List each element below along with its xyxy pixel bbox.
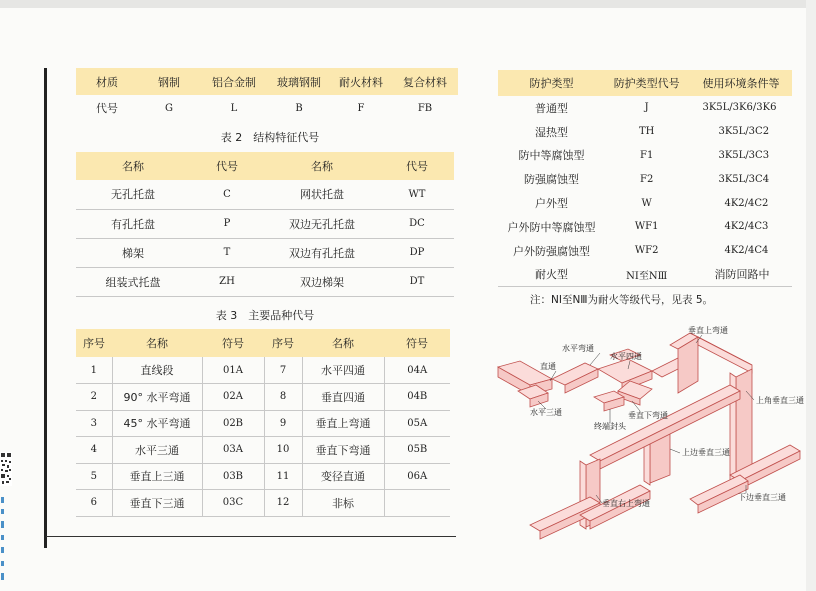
table2-cell: DT <box>409 276 425 287</box>
table2-cell: DC <box>380 209 454 238</box>
material-code-table <box>76 68 458 121</box>
table4-header: 防护类型代号 <box>605 70 689 96</box>
table3-cell: 7 <box>264 357 302 384</box>
table3-header: 名称 <box>302 329 384 357</box>
table3-cell: 垂直四通 <box>302 384 384 411</box>
table2-cell: DP <box>380 238 454 267</box>
table3-cell: 3 <box>76 410 112 437</box>
next-table-fragment <box>46 536 456 547</box>
table2-header: 名称 <box>76 152 190 180</box>
label-vertical-up-bend: 垂直上弯通 <box>688 326 728 335</box>
table3-cell: 1 <box>76 357 112 384</box>
table1-cell: 代号 <box>96 102 118 115</box>
table2-cell: C <box>190 180 264 209</box>
label-top-vertical-tee: 上边垂直三通 <box>682 448 730 457</box>
table3-cell: 04B <box>384 384 450 411</box>
table1-header: 耐火材料 <box>330 68 392 95</box>
table3-cell: 05A <box>384 410 450 437</box>
table1-header: 玻璃钢制 <box>268 68 330 95</box>
table2-cell: 无孔托盘 <box>76 180 190 209</box>
table4-note: 注：NⅠ至NⅢ为耐火等级代号，见表 5。 <box>530 294 714 306</box>
table3-cell: 非标 <box>302 490 384 517</box>
label-vertical-right-up-bend: 垂直右上弯通 <box>602 499 650 508</box>
table2-cell: 有孔托盘 <box>76 209 190 238</box>
page-binding-rule <box>44 68 47 548</box>
table3-cell: 04A <box>384 357 450 384</box>
cable-tray-assembly-diagram <box>490 325 806 545</box>
structure-code-table <box>76 152 454 297</box>
label-vertical-down-bend: 垂直下弯通 <box>628 411 668 420</box>
label-horizontal-tee: 水平三通 <box>530 408 562 417</box>
table2-cell: 网状托盘 <box>264 180 380 209</box>
table3-cell: 垂直下弯通 <box>302 437 384 464</box>
table4-cell: WF2 <box>634 245 659 257</box>
table2-cell: 双边梯架 <box>300 275 344 289</box>
table4-cell: 防中等腐蚀型 <box>518 149 585 163</box>
table4-cell: W <box>641 197 652 209</box>
table1-cell: B <box>295 102 303 114</box>
table2-header: 代号 <box>380 152 454 180</box>
table1-cell: G <box>165 102 173 114</box>
table4-cell: 户外防中等腐蚀型 <box>507 220 596 234</box>
table2-cell: 梯架 <box>76 238 190 267</box>
table1-header: 钢制 <box>138 68 200 95</box>
table3-cell: 90° 水平弯通 <box>112 384 202 411</box>
table3-cell: 03C <box>202 490 264 517</box>
label-straight: 直通 <box>540 362 556 371</box>
table3-cell: 6 <box>90 497 97 509</box>
table4-cell: J <box>644 102 649 114</box>
table2-cell: 组装式托盘 <box>105 275 161 289</box>
table4-cell: NⅠ至NⅢ <box>626 270 668 282</box>
side-vertical-text-marks <box>0 495 6 585</box>
table4-cell: 防强腐蚀型 <box>523 173 579 187</box>
label-bottom-vertical-tee: 下边垂直三通 <box>738 493 786 502</box>
protection-type-table <box>498 70 792 286</box>
table2-cell: 双边有孔托盘 <box>264 238 380 267</box>
table4-cell: 3K5L/3K6/3K6 <box>702 102 777 114</box>
table4-cell: 4K2/4C4 <box>724 245 769 257</box>
table1-cell: FB <box>417 102 433 114</box>
table1-header: 材质 <box>76 68 138 95</box>
table4-cell: 3K5L/3C2 <box>718 126 770 138</box>
table4-cell: WF1 <box>634 221 659 233</box>
table3-cell: 02A <box>202 384 264 411</box>
table3-header: 符号 <box>202 329 264 357</box>
table3-header: 名称 <box>112 329 202 357</box>
table3-cell: 变径直通 <box>302 463 384 490</box>
table4-cell: 消防回路中 <box>714 268 770 282</box>
table3-cell: 垂直下三通 <box>112 490 202 517</box>
table2-cell: 双边无孔托盘 <box>264 209 380 238</box>
label-horizontal-cross: 水平四通 <box>610 352 642 361</box>
diagram-labels <box>530 325 804 508</box>
table1-header: 复合材料 <box>392 68 458 95</box>
table4-cell: 户外防强腐蚀型 <box>512 244 590 258</box>
table1-header: 铝合金制 <box>200 68 268 95</box>
table4-cell: 3K5L/3C3 <box>718 149 770 161</box>
table2-header: 代号 <box>190 152 264 180</box>
table3-cell: 直线段 <box>112 357 202 384</box>
table4-cell: F2 <box>640 173 654 185</box>
table3-cell: 45° 水平弯通 <box>112 410 202 437</box>
table3-header: 序号 <box>264 329 302 357</box>
viewer-right-edge <box>806 0 816 591</box>
table4-cell: 4K2/4C3 <box>724 221 769 233</box>
table3-cell <box>384 490 450 517</box>
table3-caption: 表 3 主要品种代号 <box>215 309 315 322</box>
table3-cell: 06A <box>384 463 450 490</box>
table3-cell: 11 <box>264 463 302 490</box>
table3-cell: 8 <box>264 384 302 411</box>
label-corner-vertical-tee: 上角垂直三通 <box>756 396 804 405</box>
table3-cell: 10 <box>264 437 302 464</box>
table3-cell: 05B <box>384 437 450 464</box>
table2-cell: ZH <box>219 276 235 287</box>
table3-cell: 01A <box>202 357 264 384</box>
table3-cell: 垂直上三通 <box>112 463 202 490</box>
table2-header: 名称 <box>264 152 380 180</box>
table4-cell: TH <box>638 126 655 138</box>
table3-cell: 12 <box>264 490 302 517</box>
qr-code-icon <box>0 452 12 486</box>
table3-cell: 垂直上弯通 <box>302 410 384 437</box>
table4-header: 使用环境条件等 <box>688 70 792 96</box>
table2-cell: P <box>190 209 264 238</box>
table3-cell: 5 <box>76 463 112 490</box>
table1-cell: F <box>357 102 365 114</box>
viewer-top-bar <box>0 0 816 8</box>
table3-header: 序号 <box>76 329 112 357</box>
table2-cell: WT <box>380 180 454 209</box>
table4-cell: 普通型 <box>534 101 568 115</box>
table3-cell: 2 <box>76 384 112 411</box>
table3-cell: 03A <box>202 437 264 464</box>
table2-cell: T <box>190 238 264 267</box>
table3-cell: 03B <box>202 463 264 490</box>
table3-cell: 水平四通 <box>302 357 384 384</box>
table1-cell: L <box>230 102 238 114</box>
table4-cell: F1 <box>640 149 654 161</box>
table3-cell: 4 <box>76 437 112 464</box>
table4-cell: 4K2/4C2 <box>724 197 769 209</box>
product-code-table <box>76 329 450 517</box>
table3-cell: 9 <box>264 410 302 437</box>
protection-table-wrap <box>498 70 792 287</box>
table4-cell: 户外型 <box>534 197 568 211</box>
table4-cell: 3K5L/3C4 <box>718 173 770 185</box>
table4-cell: 湿热型 <box>534 125 568 139</box>
table4-header: 防护类型 <box>498 70 605 96</box>
table2-caption: 表 2 结构特征代号 <box>220 131 320 144</box>
label-end-cap: 终端封头 <box>594 422 626 431</box>
table4-cell: 耐火型 <box>534 268 568 282</box>
label-horizontal-bend: 水平弯通 <box>562 344 594 353</box>
table3-cell: 02B <box>202 410 264 437</box>
table3-cell: 水平三通 <box>112 437 202 464</box>
table3-header: 符号 <box>384 329 450 357</box>
